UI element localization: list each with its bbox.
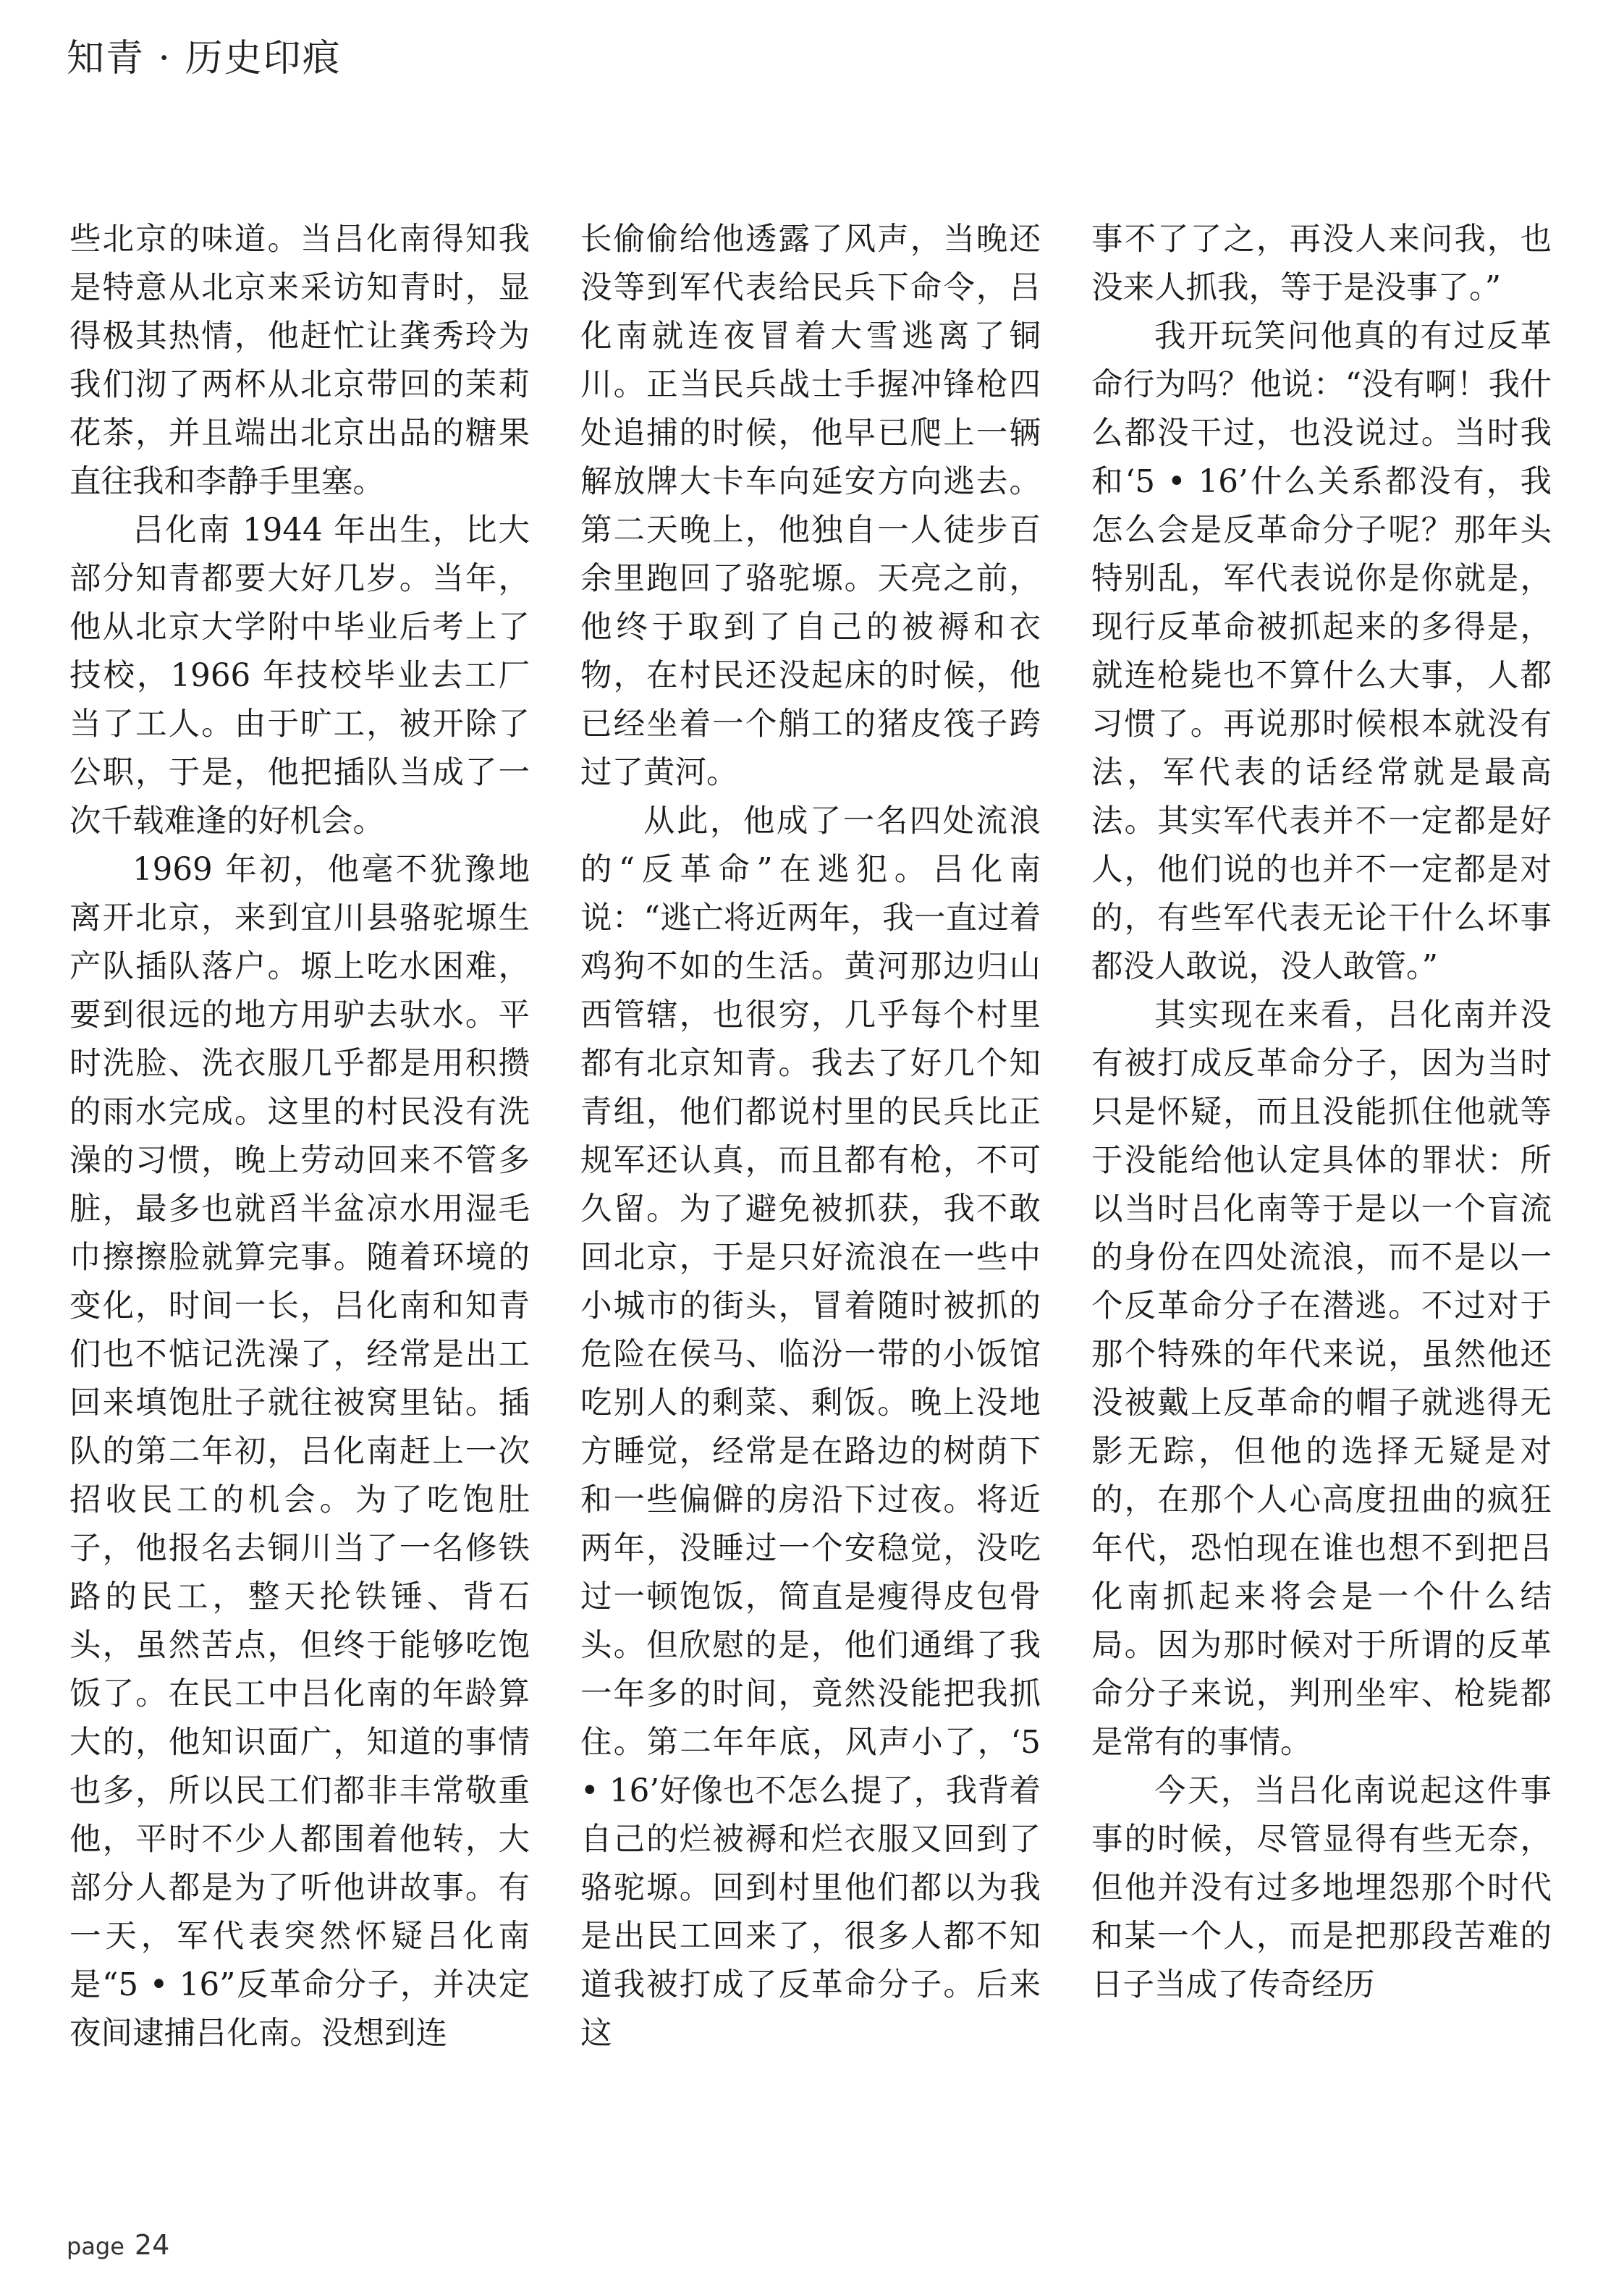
- article-column-3: [1091, 216, 1552, 2010]
- paragraph: 长偷偷给他透露了风声，当晚还没等到军代表给民兵下命令，吕化南就连夜冒着大雪逃离了铜川。正当民兵战士手握冲锋枪四处追捕的时候，他早已爬上一辆解放牌大卡车向延安方向逃去。第二天晚上，他独自一人徒步百余里跑回了骆驼塬。天亮之前，他终于取到了自己的被褥和衣物，在村民还没起床的时候，他已经坐着一个艄工的猪皮筏子跨过了黄河。: [580, 221, 1041, 791]
- paragraph: 从此，他成了一名四处流浪的“反革命”在逃犯。吕化南说：“逃亡将近两年，我一直过着鸡狗不如的生活。黄河那边归山西管辖，也很穷，几乎每个村里都有北京知青。我去了好几个知青组，他们都说村里的民兵比正规军还认真，而且都有枪，不可久留。为了避免被抓获，我不敢回北京，于是只好流浪在一些中小城市的街头，冒着随时被抓的危险在侯马、临汾一带的小饭馆吃别人的剩菜、剩饭。晚上没地方睡觉，经常是在路边的树荫下和一些偏僻的房沿下过夜。将近两年，没睡过一个安稳觉，没吃过一顿饱饭，简直是瘦得皮包骨头。但欣慰的是，他们通缉了我一年多的时间，竟然没能把我抓住。第二年年底，风声小了，‘5 • 16’好像也不怎么提了，我背着自己的烂被褥和烂衣服又回到了骆驼塬。回到村里他们都以为我是出民工回来了，很多人都不知道我被打成了反革命分子。后来这: [580, 803, 1041, 2052]
- paragraph: 事不了了之，再没人来问我，也没来人抓我，等于是没事了。”: [1091, 221, 1552, 306]
- page-number: 24: [134, 2229, 170, 2261]
- paragraph: 些北京的味道。当吕化南得知我是特意从北京来采访知青时，显得极其热情，他赶忙让龚秀玲为我们沏了两杯从北京带回的茉莉花茶，并且端出北京出品的糖果直往我和李静手里塞。: [69, 221, 530, 500]
- section-header: 知青 · 历史印痕: [67, 37, 342, 80]
- page-label: page: [67, 2233, 124, 2260]
- article-column-2: [580, 216, 1041, 2058]
- paragraph: 我开玩笑问他真的有过反革命行为吗？他说：“没有啊！我什么都没干过，也没说过。当时我和‘5 • 16’什么关系都没有，我怎么会是反革命分子呢？那年头特别乱，军代表说你是你就是，现行反革命被抓起来的多得是，就连枪毙也不算什么大事，人都习惯了。再说那时候根本就没有法，军代表的话经常就是最高法。其实军代表并不一定都是好人，他们说的也并不一定都是对的，有些军代表无论干什么坏事都没人敢说，没人敢管。”: [1091, 318, 1552, 985]
- paragraph: 1969 年初，他毫不犹豫地离开北京，来到宜川县骆驼塬生产队插队落户。塬上吃水困难，要到很远的地方用驴去驮水。平时洗脸、洗衣服几乎都是用积攒的雨水完成。这里的村民没有洗澡的习惯，晚上劳动回来不管多脏，最多也就舀半盆凉水用湿毛巾擦擦脸就算完事。随着环境的变化，时间一长，吕化南和知青们也不惦记洗澡了，经常是出工回来填饱肚子就往被窝里钻。插队的第二年初，吕化南赶上一次招收民工的机会。为了吃饱肚子，他报名去铜川当了一名修铁路的民工，整天抡铁锤、背石头，虽然苦点，但终于能够吃饱饭了。在民工中吕化南的年龄算大的，他知识面广，知道的事情也多，所以民工们都非丰常敬重他，平时不少人都围着他转，大部分人都是为了听他讲故事。有一天，军代表突然怀疑吕化南是“5 • 16”反革命分子，并决定夜间逮捕吕化南。没想到连: [69, 852, 530, 2052]
- article-column-1: [69, 216, 530, 2058]
- paragraph: 其实现在来看，吕化南并没有被打成反革命分子，因为当时只是怀疑，而且没能抓住他就等于没能给他认定具体的罪状：所以当时吕化南等于是以一个盲流的身份在四处流浪，而不是以一个反革命分子在潜逃。不过对于那个特殊的年代来说，虽然他还没被戴上反革命的帽子就逃得无影无踪，但他的选择无疑是对的，在那个人心高度扭曲的疯狂年代，恐怕现在谁也想不到把吕化南抓起来将会是一个什么结局。因为那时候对于所谓的反革命分子来说，判刑坐牢、枪毙都是常有的事情。: [1091, 997, 1552, 1761]
- paragraph: 吕化南 1944 年出生，比大部分知青都要大好几岁。当年，他从北京大学附中毕业后考上了技校，1966 年技校毕业去工厂当了工人。由于旷工，被开除了公职，于是，他把插队当成了一次千载难逢的好机会。: [69, 512, 530, 840]
- paragraph: 今天，当吕化南说起这件事事的时候，尽管显得有些无奈，但他并没有过多地埋怨那个时代和某一个人，而是把那段苦难的日子当成了传奇经历: [1091, 1773, 1552, 2003]
- page-footer: [67, 2229, 169, 2261]
